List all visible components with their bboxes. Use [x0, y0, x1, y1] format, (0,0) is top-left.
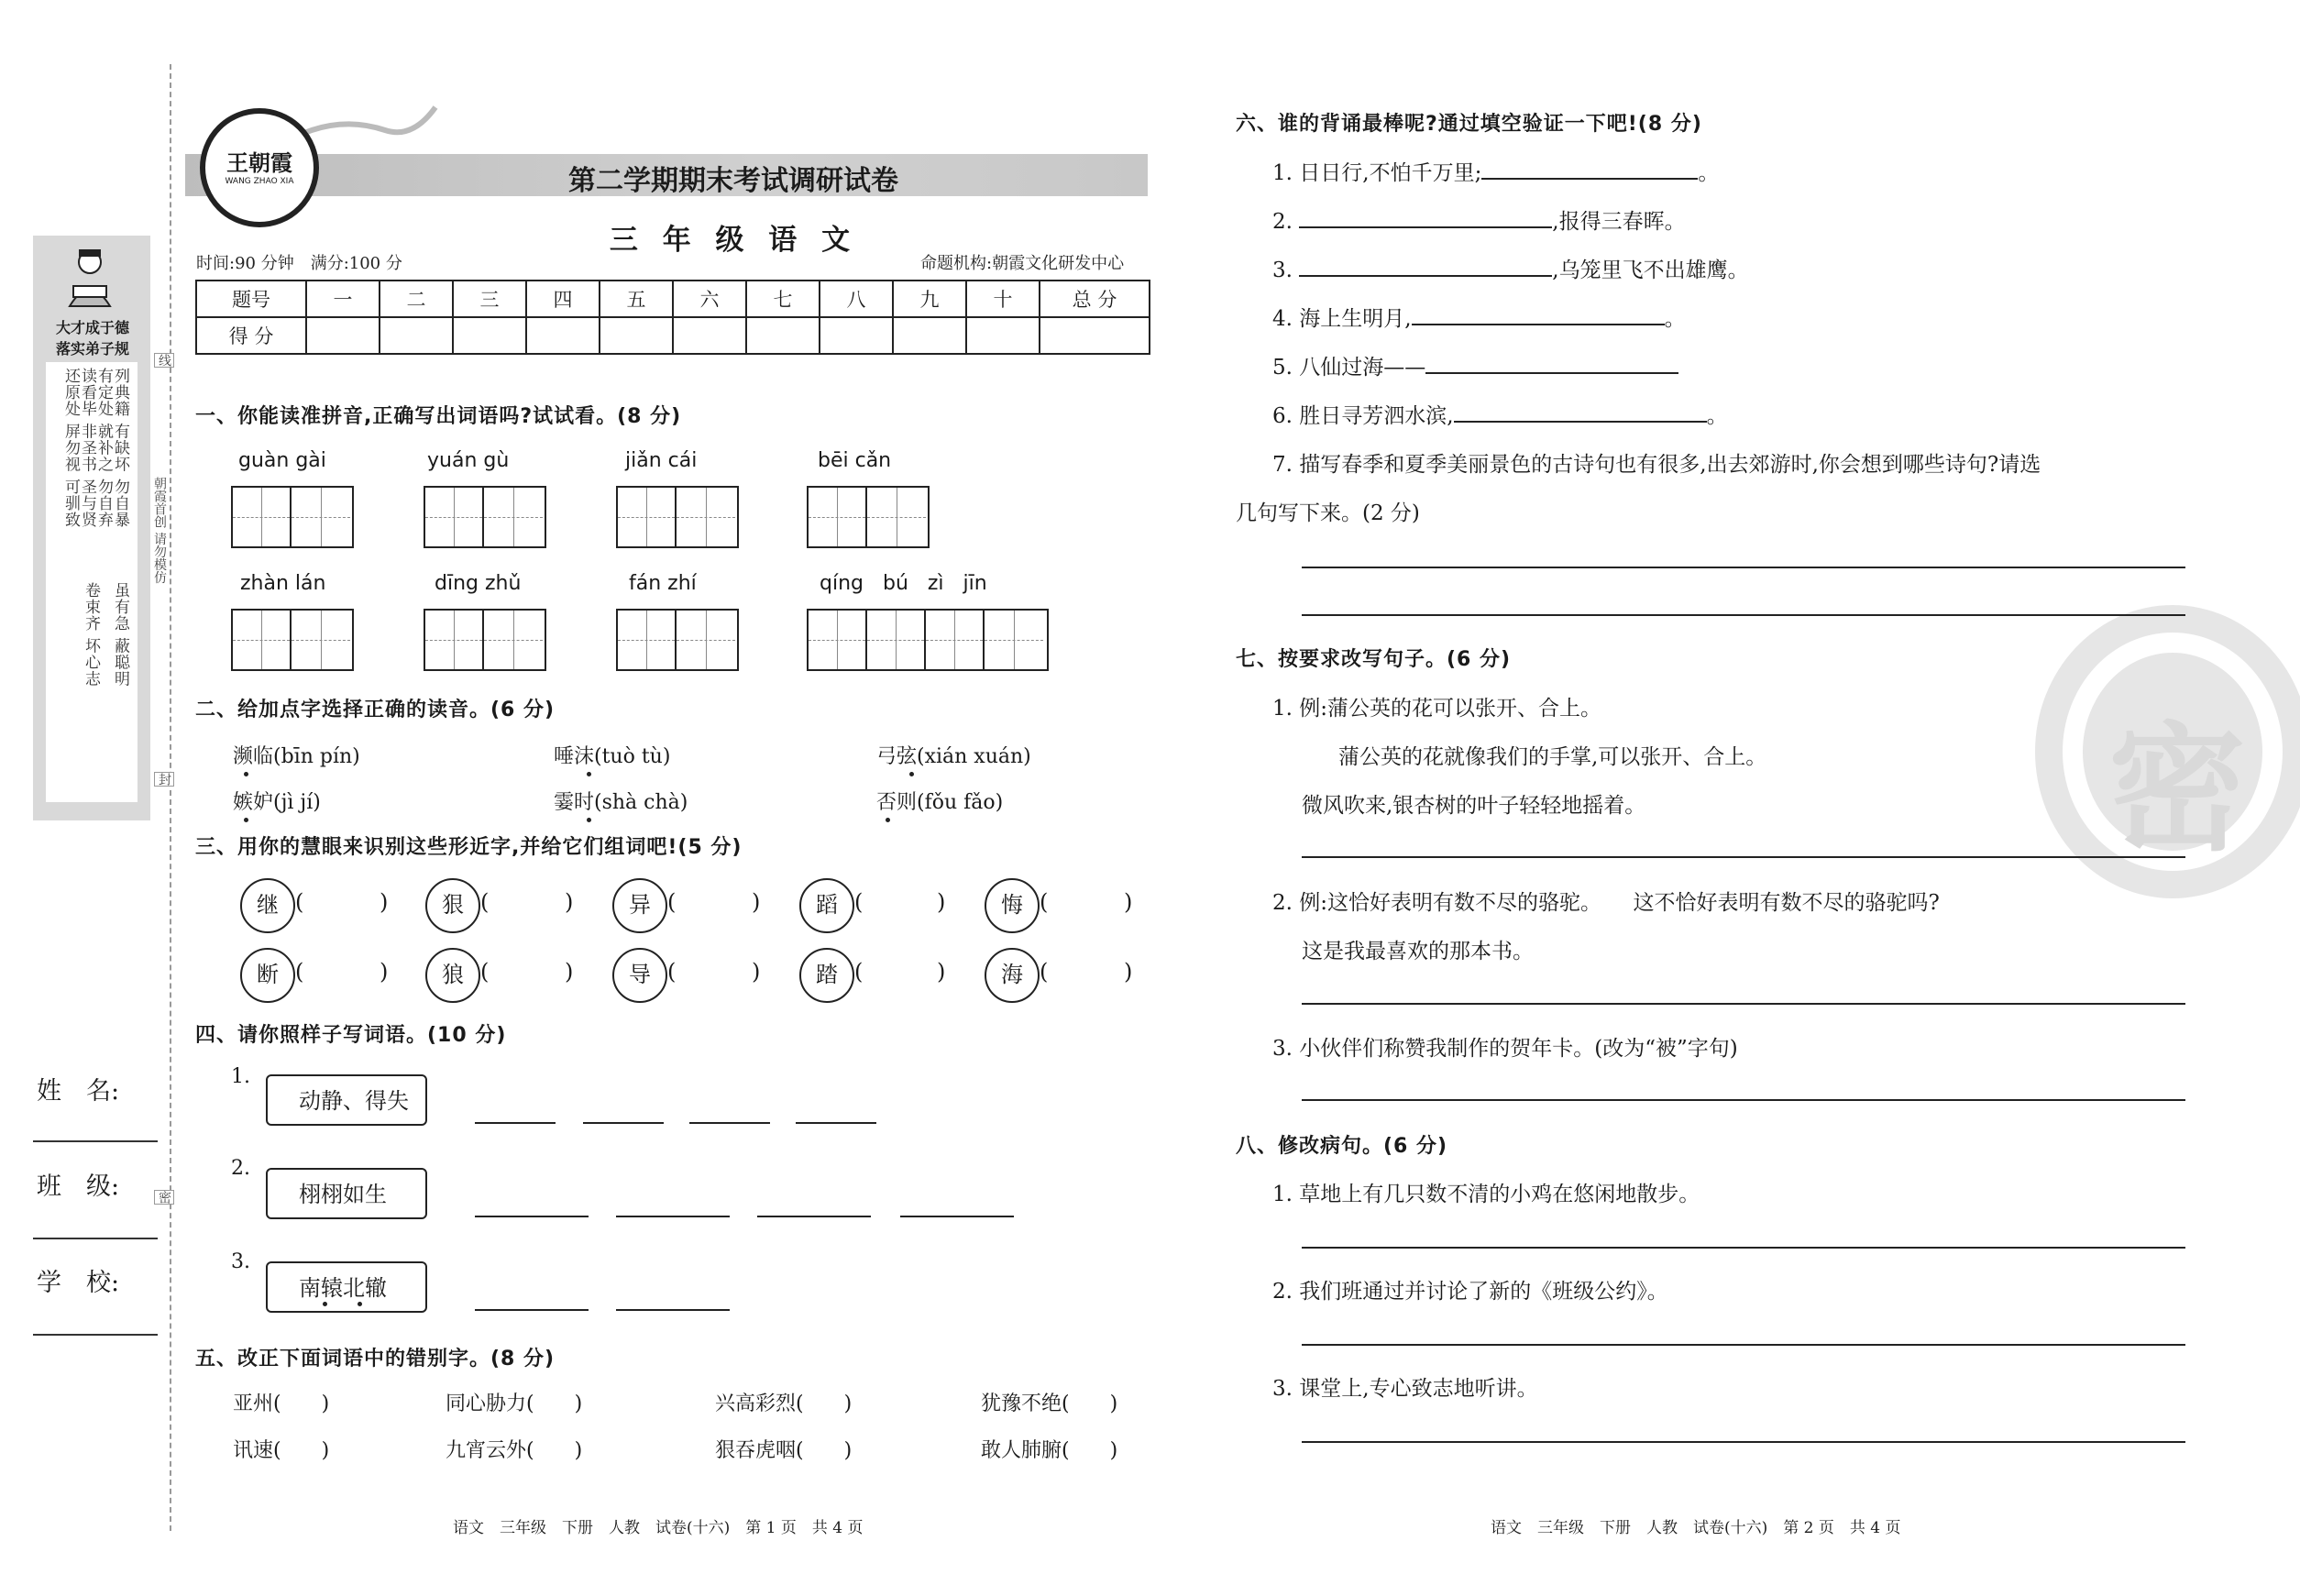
paren-close: ): [752, 889, 761, 915]
recite-item-7b: 几句写下来。(2 分): [1236, 501, 1420, 525]
pinyin: zhàn lán: [240, 572, 326, 595]
reading-item: 弓弦(xián xuán): [876, 745, 1031, 768]
section-8-title: 八、修改病句。(6 分): [1236, 1135, 1448, 1158]
rewrite-question-2: 这是我最喜欢的那本书。: [1302, 940, 1534, 963]
writing-grid[interactable]: [616, 486, 739, 548]
correction-item: 九宵云外( ): [446, 1439, 583, 1462]
writing-grid[interactable]: [616, 609, 739, 671]
correction-item: 兴高彩烈( ): [715, 1392, 853, 1415]
paren-open: (: [1040, 959, 1049, 985]
correction-item: 犹豫不绝( ): [981, 1392, 1118, 1415]
paren-close: ): [1124, 889, 1133, 915]
paren-open: (: [854, 959, 864, 985]
class-label: 班 级:: [37, 1172, 120, 1201]
recite-item-2: 2. ,报得三春晖。: [1272, 210, 1686, 234]
score-cell: 二: [380, 281, 453, 317]
recite-item-6: 6. 胜日寻芳泗水滨, 。: [1272, 404, 1728, 428]
char-flower: 踏: [799, 948, 854, 1003]
score-cell: 十: [966, 281, 1040, 317]
correction-item: 讯速( ): [233, 1439, 330, 1462]
scholar-illustration: [53, 246, 127, 310]
score-header-row: [196, 281, 1150, 317]
emphasis-dot: [587, 818, 591, 822]
recite-item-1: 1. 日日行,不怕千万里; 。: [1272, 161, 1720, 185]
rewrite-question-3: 3. 小伙伴们称赞我制作的贺年卡。(改为“被”字句): [1272, 1037, 1738, 1061]
rewrite-example-2: 2. 例:这恰好表明有数不尽的骆驼。 这不恰好表明有数不尽的骆驼吗?: [1272, 891, 1940, 915]
motto-top-1: 大才成于德: [55, 319, 129, 336]
emphasis-dot: [244, 818, 248, 822]
answer-line[interactable]: [1302, 567, 2185, 568]
pinyin: yuán gù: [427, 449, 510, 472]
emphasis-dot: [587, 772, 591, 776]
answer-line[interactable]: [475, 1309, 589, 1311]
exam-time: 时间:90 分钟 满分:100 分: [196, 254, 402, 273]
recite-item-3: 3. ,乌笼里飞不出雄鹰。: [1272, 259, 1749, 282]
char-flower: 悔: [985, 878, 1040, 933]
cut-mark-1: 线: [154, 353, 174, 368]
paren-open: (: [667, 889, 677, 915]
paren-open: (: [295, 959, 304, 985]
example-scroll: 栩栩如生: [266, 1168, 427, 1219]
school-label: 学 校:: [37, 1269, 120, 1297]
char-flower: 异: [612, 878, 667, 933]
answer-line[interactable]: [1302, 856, 2185, 858]
reading-item: 唾沫(tuò tù): [554, 745, 671, 768]
motto-top-2: 落实弟子规: [55, 340, 129, 358]
paren-open: (: [295, 889, 304, 915]
answer-line[interactable]: [475, 1216, 589, 1217]
score-cell: 五: [600, 281, 673, 317]
pinyin: jiǎn cái: [625, 449, 698, 472]
score-input[interactable]: [600, 317, 673, 354]
score-cell: 三: [453, 281, 526, 317]
paren-close: ): [565, 959, 574, 985]
paren-close: ): [937, 959, 946, 985]
answer-line[interactable]: [689, 1122, 770, 1124]
recite-item-4: 4. 海上生明月, 。: [1272, 307, 1686, 331]
rewrite-example-1b: 蒲公英的花就像我们的手掌,可以张开、合上。: [1338, 745, 1767, 769]
score-cell: 七: [746, 281, 820, 317]
pinyin: qíng bú zì jīn: [820, 572, 987, 595]
paren-close: ): [752, 959, 761, 985]
section-5-title: 五、改正下面词语中的错别字。(8 分): [195, 1348, 556, 1370]
score-table: [195, 280, 1150, 355]
answer-line[interactable]: [1302, 1003, 2185, 1005]
answer-line[interactable]: [475, 1122, 556, 1124]
answer-line[interactable]: [1302, 614, 2185, 616]
score-input[interactable]: [820, 317, 893, 354]
item-number: 1.: [231, 1065, 250, 1088]
paren-close: ): [380, 959, 389, 985]
answer-line[interactable]: [757, 1216, 871, 1217]
cut-mark-2: 封: [154, 772, 174, 787]
score-value-row: [196, 317, 1150, 354]
motto-col-5: 虽有急 蔽聪明: [111, 582, 129, 688]
paren-close: ): [1124, 959, 1133, 985]
char-flower: 狼: [425, 948, 480, 1003]
answer-line[interactable]: [1302, 1247, 2185, 1249]
paren-open: (: [480, 889, 490, 915]
writing-grid[interactable]: [807, 486, 930, 548]
score-cell: 总 分: [1040, 281, 1150, 317]
char-flower: 蹈: [799, 878, 854, 933]
reading-item: 濒临(bīn pín): [233, 745, 360, 768]
answer-line[interactable]: [616, 1216, 730, 1217]
emphasis-dot: [244, 772, 248, 776]
answer-line[interactable]: [796, 1122, 876, 1124]
motto-col-6: 卷束齐 坏心志: [82, 582, 100, 688]
class-line[interactable]: [33, 1238, 158, 1239]
paren-open: (: [480, 959, 490, 985]
item-number: 2.: [231, 1157, 250, 1180]
correction-item: 敢人肺腑( ): [981, 1439, 1118, 1462]
char-flower: 导: [612, 948, 667, 1003]
answer-line[interactable]: [1302, 1099, 2185, 1101]
emphasis-dot: [323, 1302, 327, 1306]
rewrite-example-1: 1. 例:蒲公英的花可以张开、合上。: [1272, 697, 1602, 721]
writing-grid[interactable]: [231, 486, 354, 548]
exam-title: 第二学期期末考试调研试卷: [568, 165, 898, 197]
motto-col-2: 有定处 就补之 勿自弃: [94, 368, 113, 528]
rewrite-question-1: 微风吹来,银杏树的叶子轻轻地摇着。: [1302, 794, 1646, 818]
score-input[interactable]: [893, 317, 966, 354]
seal-character: 密: [2108, 709, 2247, 870]
section-3-title: 三、用你的慧眼来识别这些形近字,并给它们组词吧!(5 分): [195, 836, 743, 859]
score-cell: 九: [893, 281, 966, 317]
cut-line: [170, 64, 171, 1531]
recite-item-5: 5. 八仙过海——: [1272, 350, 1678, 380]
reading-item: 霎时(shà chà): [554, 791, 688, 814]
sentence-item: 3. 课堂上,专心致志地听讲。: [1272, 1377, 1538, 1401]
correction-item: 狠吞虎咽( ): [715, 1439, 853, 1462]
reading-item: 否则(fǒu fǎo): [876, 791, 1004, 814]
section-4-title: 四、请你照样子写词语。(10 分): [195, 1024, 507, 1047]
paren-open: (: [667, 959, 677, 985]
correction-item: 亚州( ): [233, 1392, 330, 1415]
answer-line[interactable]: [616, 1309, 730, 1311]
correction-item: 同心胁力( ): [446, 1392, 583, 1415]
emphasis-dot: [909, 772, 914, 776]
section-7-title: 七、按要求改写句子。(6 分): [1236, 648, 1512, 671]
char-flower: 狠: [425, 878, 480, 933]
exam-subtitle: 三 年 级 语 文: [609, 224, 858, 257]
score-cell: 八: [820, 281, 893, 317]
example-scroll: 动静、得失: [266, 1074, 427, 1126]
answer-line[interactable]: [900, 1216, 1014, 1217]
sentence-item: 2. 我们班通过并讨论了新的《班级公约》。: [1272, 1280, 1668, 1304]
reading-item: 嫉妒(jì jí): [233, 791, 321, 814]
score-cell: 题号: [196, 281, 306, 317]
pinyin: guàn gài: [238, 449, 326, 472]
char-flower: 断: [240, 948, 295, 1003]
section-6-title: 六、谁的背诵最棒呢?通过填空验证一下吧!(8 分): [1236, 113, 1702, 136]
answer-line[interactable]: [1302, 1441, 2185, 1443]
answer-line[interactable]: [1302, 1344, 2185, 1346]
pinyin: dīng zhǔ: [435, 572, 522, 595]
score-input[interactable]: [380, 317, 453, 354]
name-label: 姓 名:: [37, 1077, 120, 1106]
paren-open: (: [1040, 889, 1049, 915]
paren-close: ): [565, 889, 574, 915]
writing-grid[interactable]: [424, 486, 546, 548]
side-note: 朝霞首创 请勿模仿: [152, 477, 167, 584]
score-input[interactable]: [673, 317, 746, 354]
example-scroll: 南辕北辙: [266, 1261, 427, 1313]
brand-logo: 王朝霞 WANG ZHAO XIA: [200, 108, 319, 227]
score-cell: 得 分: [196, 317, 306, 354]
pinyin: fán zhí: [629, 572, 697, 595]
score-input[interactable]: [526, 317, 600, 354]
motto-col-3: 读看毕 非圣书 圣与贤: [78, 368, 96, 528]
writing-grid[interactable]: [424, 609, 546, 671]
section-1-title: 一、你能读准拼音,正确写出词语吗?试试看。(8 分): [195, 405, 682, 428]
emphasis-dot: [358, 1302, 362, 1306]
char-flower: 海: [985, 948, 1040, 1003]
score-input[interactable]: [1040, 317, 1150, 354]
sentence-item: 1. 草地上有几只数不清的小鸡在悠闲地散步。: [1272, 1183, 1700, 1206]
school-line[interactable]: [33, 1334, 158, 1336]
exam-org: 命题机构:朝霞文化研发中心: [920, 254, 1125, 273]
page-footer-right: 语文 三年级 下册 人教 试卷(十六) 第 2 页 共 4 页: [1491, 1519, 1901, 1537]
cut-mark-3: 密: [154, 1190, 174, 1205]
score-input[interactable]: [453, 317, 526, 354]
section-2-title: 二、给加点字选择正确的读音。(6 分): [195, 699, 556, 721]
paren-open: (: [854, 889, 864, 915]
writing-grid[interactable]: [231, 609, 354, 671]
answer-line[interactable]: [583, 1122, 664, 1124]
score-input[interactable]: [966, 317, 1040, 354]
paren-close: ): [380, 889, 389, 915]
score-cell: 一: [306, 281, 380, 317]
score-input[interactable]: [306, 317, 380, 354]
emphasis-dot: [886, 818, 890, 822]
pinyin: bēi cǎn: [818, 449, 892, 472]
score-cell: 四: [526, 281, 600, 317]
paren-close: ): [937, 889, 946, 915]
motto-columns: [46, 362, 138, 802]
item-number: 3.: [231, 1250, 250, 1273]
motto-col-4: 还原处 屏勿视 可驯致: [61, 368, 80, 528]
motto-col-1: 列典籍 有缺坏 勿自暴: [111, 368, 129, 528]
char-flower: 继: [240, 878, 295, 933]
page-footer-left: 语文 三年级 下册 人教 试卷(十六) 第 1 页 共 4 页: [453, 1519, 864, 1537]
writing-grid[interactable]: [807, 609, 1049, 671]
score-input[interactable]: [746, 317, 820, 354]
name-line[interactable]: [33, 1140, 158, 1142]
recite-item-7: 7. 描写春季和夏季美丽景色的古诗句也有很多,出去郊游时,你会想到哪些诗句?请选: [1272, 453, 2041, 477]
score-cell: 六: [673, 281, 746, 317]
